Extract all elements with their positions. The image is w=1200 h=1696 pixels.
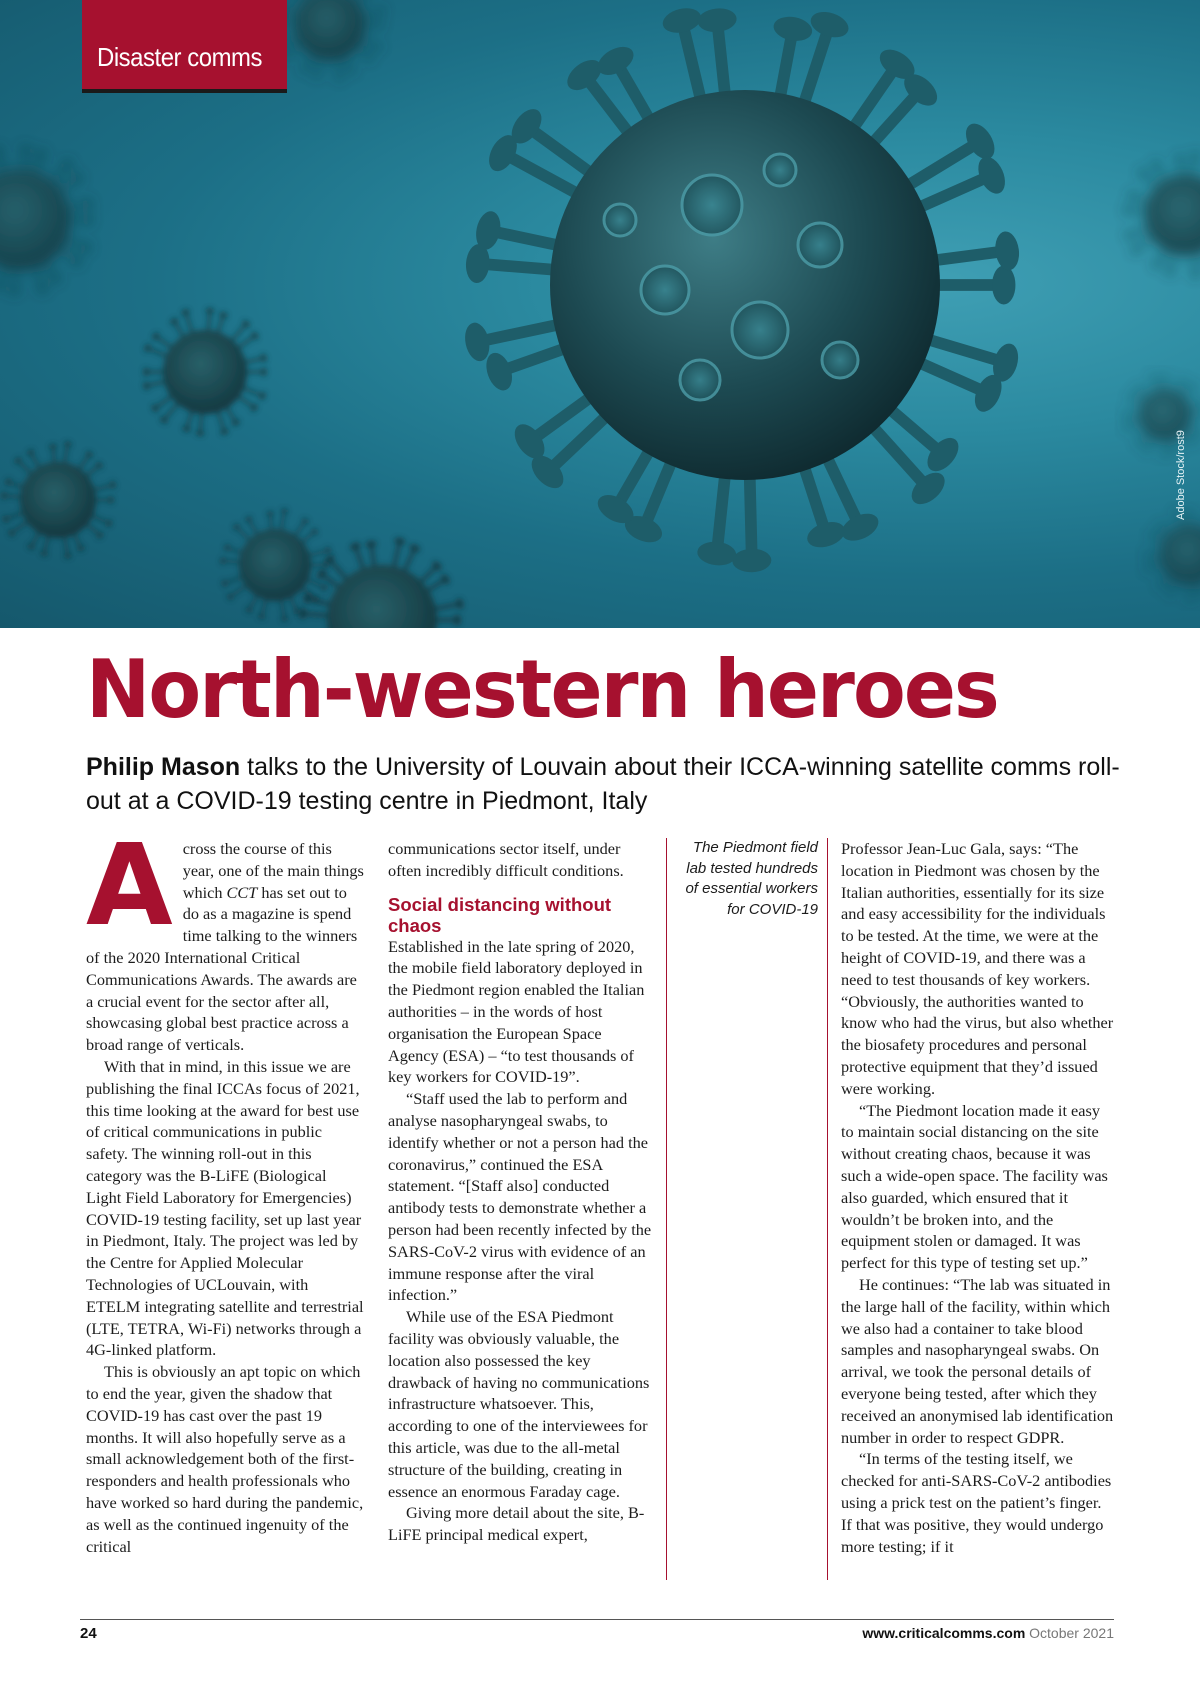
footer-info: [862, 1625, 1114, 1641]
pullquote-rule-left: [666, 838, 667, 1580]
pull-quote: The Piedmont field lab tested hundreds of essential workers for COVID-19: [685, 839, 818, 918]
footer-rule: [80, 1619, 1114, 1620]
article-column-1: [86, 821, 364, 1557]
article-column-2: [388, 838, 652, 1546]
paragraph: Giving more detail about the site, B-LiFE principal medical expert,: [388, 1503, 645, 1545]
coronavirus-illustration: [0, 0, 1200, 628]
section-tab: [82, 0, 287, 93]
paragraph: This is obviously an apt topic on which to end the year, given the shadow that COVID-19 has cast over the past 19 months. It will also hopefully serve as a small acknowledgement both of the first-responders and health professionals who have worked so hard during the pandemic, as well as the continued ingenuity of the critical: [86, 1362, 364, 1556]
article-headline: North-western heroes: [86, 643, 998, 736]
paragraph: With that in mind, in this issue we are publishing the final ICCAs focus of 2021, this time looking at the award for best use of critical communications in public safety. The winning roll-out in this category was the B-LiFE (Biological Light Field Laboratory for Emergencies) COVID-19 testing facility, set up last year in Piedmont, Italy. The project was led by the Centre for Applied Molecular Technologies of UCLouvain, with ETELM integrating satellite and terrestrial (LTE, TETRA, Wi-Fi) networks through a 4G-linked platform.: [86, 1056, 364, 1360]
subheading: Social distancing without chaos: [388, 893, 612, 936]
author-name: Philip Mason: [86, 753, 241, 781]
pullquote-rule-right: [827, 838, 828, 1580]
paragraph: communications sector itself, under often incredibly difficult conditions.: [388, 839, 624, 880]
drop-cap: A: [86, 821, 173, 951]
paragraph: “The Piedmont location made it easy to maintain social distancing on the site without creating chaos, because it was such a wide-open space. The facility was also guarded, which ensured that it wouldn’t be broken into, and the equipment stolen or damaged. It was perfect for this type of testing set up.”: [841, 1100, 1108, 1273]
paragraph: He continues: “The lab was situated in the large hall of the facility, within which we also had a container to take blood samples and nasopharyngeal swabs. On arrival, we took the personal details of everyone being tested, after which they received an anonymised lab identification number in order to respect GDPR.: [841, 1274, 1114, 1447]
website-link[interactable]: www.criticalcomms.com: [862, 1625, 1026, 1641]
section-tab-label: Disaster comms: [97, 42, 263, 72]
paragraph: “Staff used the lab to perform and analyse nasopharyngeal swabs, to identify whether or not a person had the coronavirus,” continued the ESA statement. “[Staff also] conducted antibody tests to demonstrate whether a person had been recently infected by the SARS-CoV-2 virus with evidence of an immune response after the viral infection.”: [388, 1089, 652, 1305]
standfirst: [86, 750, 1126, 818]
magazine-name: CCT: [226, 882, 258, 902]
page-number: 24: [80, 1625, 97, 1642]
paragraph: Established in the late spring of 2020, the mobile field laboratory deployed in the Piedmont region enabled the Italian authorities – in the words of host organisation the European Space Agency (ESA) – “to test thousands of key workers for COVID-19”.: [388, 936, 645, 1087]
paragraph-text: has set out to do as a magazine is spend time talking to the winners of the 2020 International Critical Communications Awards. The awards are a crucial event for the sector after all, showcasing global best practice across a broad range of verticals.: [86, 882, 358, 1055]
paragraph: While use of the ESA Piedmont facility was obviously valuable, the location also possessed the key drawback of having no communications infrastructure whatsoever. This, according to one of the interviewees for this article, was due to the all-metal structure of the building, creating in essence an enormous Faraday cage.: [388, 1307, 650, 1501]
article-column-3: [841, 838, 1115, 1557]
paragraph-text: cross the course of this year, one of the main things which: [182, 839, 364, 902]
image-credit: Adobe Stock/rost9: [1175, 430, 1187, 520]
paragraph: “In terms of the testing itself, we checked for anti-SARS-CoV-2 antibodies using a prick test on the patient’s finger. If that was positive, they would undergo more testing; if it: [841, 1449, 1112, 1556]
issue-date: October 2021: [1029, 1625, 1114, 1641]
paragraph: Professor Jean-Luc Gala, says: “The location in Piedmont was chosen by the Italian authorities, essentially for its size and easy accessibility for the individuals to be tested. At the time, we were at the height of COVID-19, and there was a need to test thousands of key workers. “Obviously, the authorities wanted to know who had the virus, but also whether the biosafety procedures and personal protective equipment that they’d issued were working.: [841, 839, 1114, 1098]
standfirst-text: talks to the University of Louvain about their ICCA-winning satellite comms roll-out at a COVID-19 testing centre in Piedmont, Italy: [86, 753, 1120, 815]
hero-image: [0, 0, 1200, 628]
